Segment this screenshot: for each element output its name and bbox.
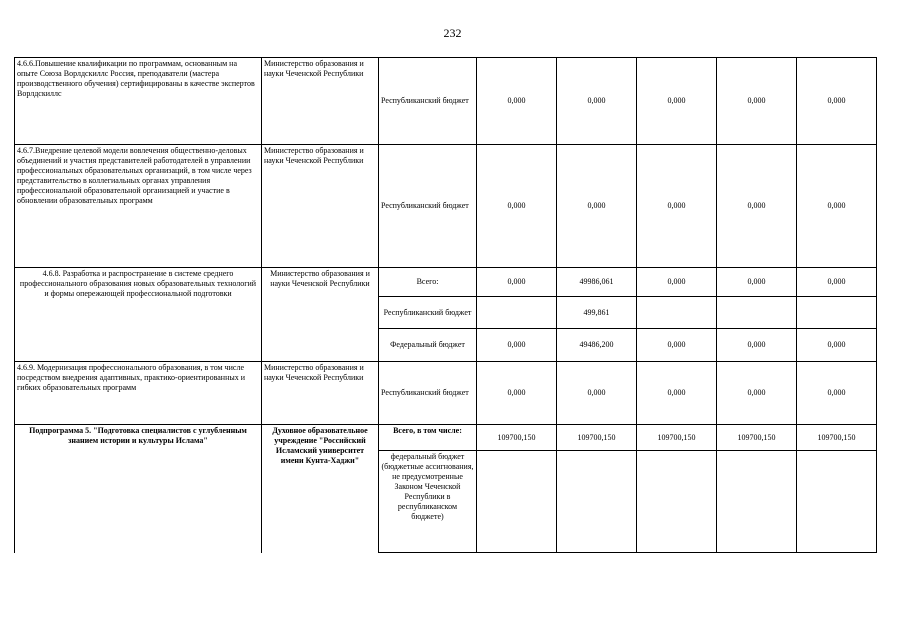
- funding-source: Всего, в том числе:: [379, 425, 477, 451]
- value-cell: 0,000: [477, 58, 557, 145]
- value-cell: 0,000: [717, 58, 797, 145]
- value-cell: 0,000: [797, 362, 877, 425]
- executor: Духовное образовательное учреждение "Российский Исламский университет имени Кунта-Хаджи": [262, 425, 379, 553]
- table-row: [15, 268, 877, 297]
- value-cell: [717, 451, 797, 553]
- value-cell: 49486,200: [557, 329, 637, 362]
- value-cell: 0,000: [477, 329, 557, 362]
- activity-name: 4.6.7.Внедрение целевой модели вовлечения общественно-деловых объединений и участия представителей работодателей в управлении профессиональных образовательных организаций, в том числе через представительство в коллегиальных органах управления профессиональной образовательной организацией и участие в обновлении образовательных программ: [15, 145, 262, 268]
- value-cell: 0,000: [797, 268, 877, 297]
- funding-source: Республиканский бюджет: [379, 145, 477, 268]
- value-cell: 0,000: [557, 58, 637, 145]
- value-cell: [637, 451, 717, 553]
- value-cell: 0,000: [637, 145, 717, 268]
- value-cell: 0,000: [477, 362, 557, 425]
- activity-name: 4.6.6.Повышение квалификации по программам, основанным на опыте Союза Ворлдскиллс Россия, преподаватели (мастера производственного обучения) сертифицированы в качестве экспертов Ворлдскиллс: [15, 58, 262, 145]
- page-number: 232: [443, 26, 462, 40]
- executor: Министерство образования и науки Чеченской Республики: [262, 362, 379, 425]
- value-cell: 0,000: [557, 145, 637, 268]
- value-cell: 0,000: [717, 362, 797, 425]
- value-cell: 49986,061: [557, 268, 637, 297]
- funding-source: Республиканский бюджет: [379, 297, 477, 329]
- value-cell: [797, 451, 877, 553]
- value-cell: 499,861: [557, 297, 637, 329]
- value-cell: 0,000: [637, 362, 717, 425]
- value-cell: 0,000: [637, 268, 717, 297]
- funding-source: Всего:: [379, 268, 477, 297]
- value-cell: 0,000: [637, 58, 717, 145]
- executor: Министерство образования и науки Чеченской Республики: [262, 58, 379, 145]
- executor: Министерство образования и науки Чеченской Республики: [262, 145, 379, 268]
- value-cell: 0,000: [637, 329, 717, 362]
- table-row: [15, 58, 877, 145]
- value-cell: 109700,150: [717, 425, 797, 451]
- funding-source: федеральный бюджет (бюджетные ассигнования, не предусмотренные Законом Чеченской Республики в республиканском бюджете): [379, 451, 477, 553]
- value-cell: 0,000: [557, 362, 637, 425]
- value-cell: 0,000: [717, 145, 797, 268]
- value-cell: [477, 297, 557, 329]
- table-row: [15, 362, 877, 425]
- value-cell: 109700,150: [637, 425, 717, 451]
- funding-source: Республиканский бюджет: [379, 58, 477, 145]
- value-cell: [717, 297, 797, 329]
- value-cell: [797, 297, 877, 329]
- activity-name: 4.6.9. Модернизация профессионального образования, в том числе посредством внедрения адаптивных, практико-ориентированных и гибких образовательных программ: [15, 362, 262, 425]
- value-cell: 109700,150: [477, 425, 557, 451]
- funding-source: Республиканский бюджет: [379, 362, 477, 425]
- value-cell: 109700,150: [557, 425, 637, 451]
- table-row: [15, 425, 877, 451]
- activity-name: 4.6.8. Разработка и распространение в системе среднего профессионального образования новых образовательных технологий и формы опережающей профессиональной подготовки: [15, 268, 262, 362]
- table-row: [15, 145, 877, 268]
- budget-table: [14, 57, 877, 553]
- value-cell: 0,000: [797, 329, 877, 362]
- subprogram-name: Подпрограмма 5. "Подготовка специалистов с углубленным знанием истории и культуры Ислама": [15, 425, 262, 553]
- value-cell: 0,000: [477, 268, 557, 297]
- value-cell: [477, 451, 557, 553]
- value-cell: 0,000: [717, 329, 797, 362]
- executor: Министерство образования и науки Чеченской Республики: [262, 268, 379, 362]
- value-cell: [557, 451, 637, 553]
- funding-source: Федеральный бюджет: [379, 329, 477, 362]
- value-cell: [637, 297, 717, 329]
- value-cell: 109700,150: [797, 425, 877, 451]
- value-cell: 0,000: [717, 268, 797, 297]
- value-cell: 0,000: [797, 145, 877, 268]
- value-cell: 0,000: [797, 58, 877, 145]
- value-cell: 0,000: [477, 145, 557, 268]
